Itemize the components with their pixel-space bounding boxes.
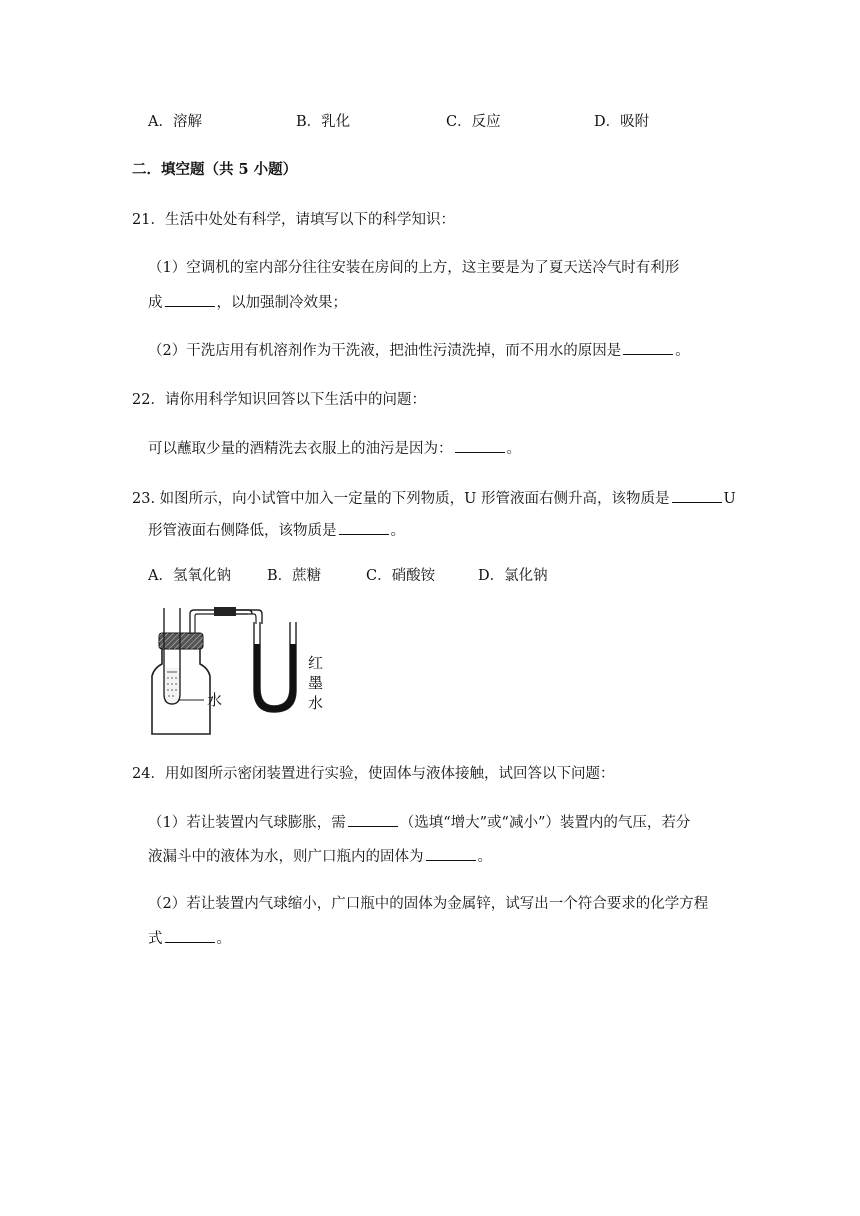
q23-line2-suffix: 。 — [390, 523, 405, 539]
answer-blank[interactable] — [339, 520, 389, 535]
label-red-ink-1: 红 — [308, 654, 324, 672]
q20-option-c: C．反应 — [446, 114, 501, 130]
q22-stem: 22．请你用科学知识回答以下生活中的问题： — [132, 392, 426, 408]
q24-part2-line2 — [148, 928, 231, 949]
q21-part2-text: （2）干洗店用有机溶剂作为干洗液，把油性污渍洗掉，而不用水的原因是 — [148, 343, 622, 359]
q22-suffix: 。 — [506, 441, 521, 457]
q21-part1-prefix: 成 — [148, 295, 163, 311]
q24-part1-line2 — [148, 846, 492, 867]
water-in-tube — [165, 668, 179, 703]
bottle — [152, 644, 210, 734]
answer-blank[interactable] — [348, 812, 398, 827]
q21-stem: 21．生活中处处有科学，请填写以下的科学知识： — [132, 212, 455, 228]
stopper-hatch — [159, 633, 203, 649]
q24-part2-prefix: 式 — [148, 931, 163, 947]
q21-part1-suffix: ，以加强制冷效果； — [216, 295, 347, 311]
q23-stem-suffix: U — [723, 491, 736, 507]
answer-blank[interactable] — [165, 292, 215, 307]
q23-line2-text: 形管液面右侧降低，该物质是 — [148, 523, 337, 539]
q23-stem — [132, 488, 736, 509]
q20-option-b: B．乳化 — [296, 114, 351, 130]
label-red-ink-2: 墨 — [308, 674, 324, 692]
section-title: 二．填空题（共 5 小题） — [132, 161, 298, 178]
q24-part1-suffix: （选填“增大”或“减小”）装置内的气压，若分 — [399, 815, 691, 831]
q20-option-a: A．溶解 — [148, 114, 202, 130]
q24-part2-suffix: 。 — [216, 931, 231, 947]
q24-part1-line2-suffix: 。 — [477, 849, 492, 865]
answer-blank[interactable] — [426, 846, 476, 861]
q24-part1-line2-text: 液漏斗中的液体为水，则广口瓶内的固体为 — [148, 849, 424, 865]
q24-stem: 24．用如图所示密闭装置进行实验，使固体与液体接触，试回答以下问题： — [132, 766, 615, 782]
q22-text: 可以蘸取少量的酒精洗去衣服上的油污是因为： — [148, 441, 453, 457]
q23-line2 — [148, 520, 405, 541]
q21-part2 — [148, 340, 690, 361]
q23-option-c: C．硝酸铵 — [366, 568, 436, 584]
rubber-connector — [214, 607, 236, 616]
answer-blank[interactable] — [455, 438, 505, 453]
q23-option-b: B．蔗糖 — [267, 568, 322, 584]
q24-part1-text: （1）若让装置内气球膨胀，需 — [148, 815, 346, 831]
q21-part1-line1: （1）空调机的室内部分往往安装在房间的上方，这主要是为了夏天送冷气时有利形 — [148, 260, 680, 276]
q23-option-d: D．氯化钠 — [478, 568, 548, 584]
q21-part1-line2 — [148, 292, 347, 313]
apparatus-figure — [140, 604, 350, 738]
answer-blank[interactable] — [672, 488, 722, 503]
q24-part2-line1: （2）若让装置内气球缩小，广口瓶中的固体为金属锌，试写出一个符合要求的化学方程 — [148, 896, 709, 912]
answer-blank[interactable] — [165, 928, 215, 943]
answer-blank[interactable] — [623, 340, 673, 355]
q21-part2-suffix: 。 — [675, 343, 690, 359]
q22-line — [148, 438, 521, 459]
q23-option-a: A．氢氧化钠 — [148, 568, 231, 584]
q20-option-d: D．吸附 — [594, 114, 650, 130]
label-water: 水 — [207, 691, 223, 709]
label-red-ink-3: 水 — [308, 694, 324, 712]
q23-stem-text: 23. 如图所示，向小试管中加入一定量的下列物质，U 形管液面右侧升高，该物质是 — [132, 491, 670, 507]
q24-part1-line1 — [148, 812, 690, 833]
